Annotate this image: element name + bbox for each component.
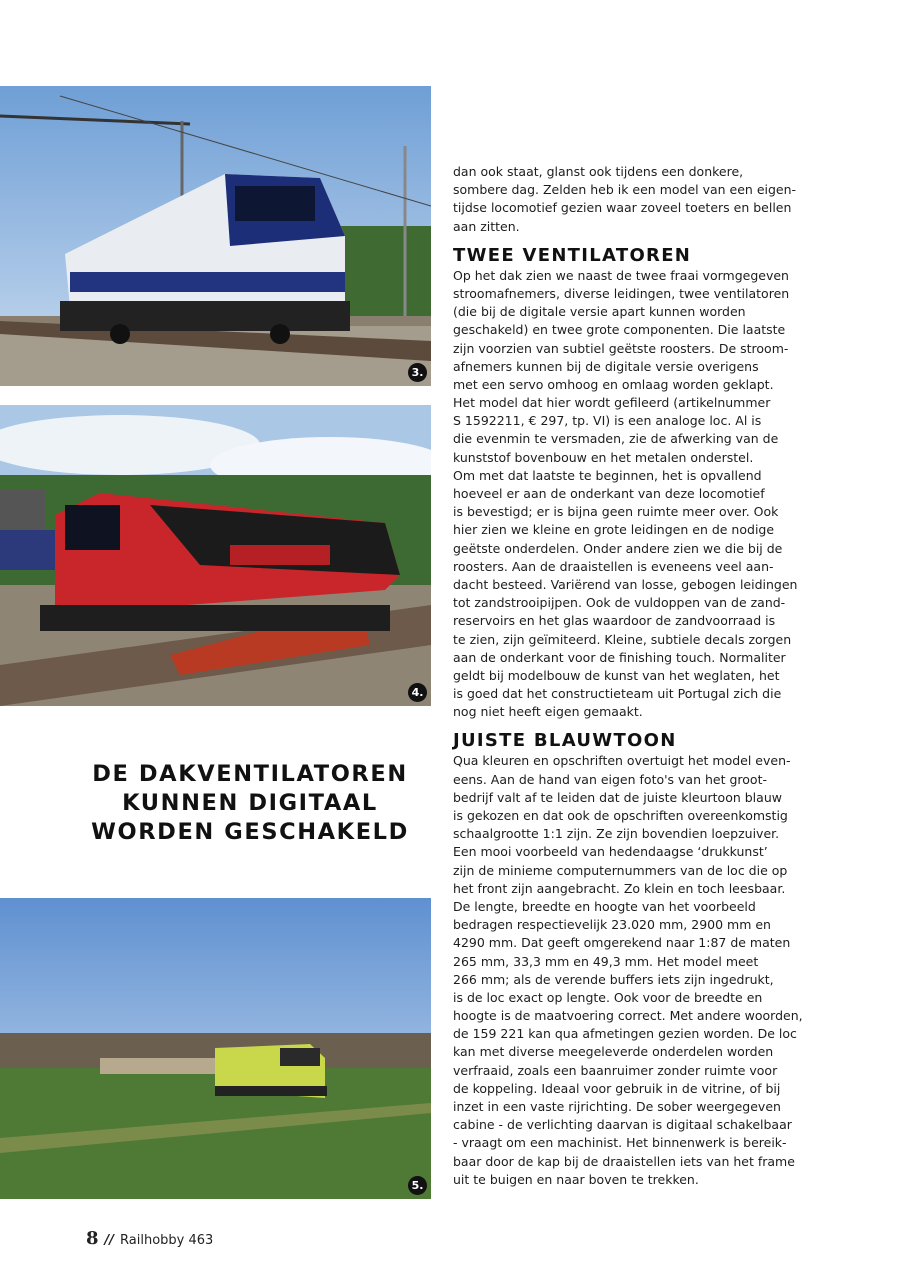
text-line: is gekozen en dat ook de opschriften overeenkomstig (453, 808, 788, 823)
photo-number-badge: 4. (408, 683, 427, 702)
text-line: cabine - de verlichting daarvan is digitaal schakelbaar (453, 1117, 792, 1133)
section-body (453, 267, 805, 722)
text-line: geschakeld) en twee grote componenten. Die laatste (453, 322, 786, 338)
text-line: inzet in een vaste rijrichting. De sober weergegeven (453, 1099, 781, 1114)
text-line: reservoirs en het glas waardoor de zandvoorraad is (453, 613, 776, 629)
text-line: Een mooi voorbeeld van hedendaagse ‘drukkunst’ (453, 844, 768, 860)
text-line: de 159 221 kan qua afmetingen gezien worden. De loc (453, 1026, 797, 1042)
section-heading: TWEE VENTILATOREN (453, 244, 692, 266)
red-locomotive-image (0, 405, 431, 706)
section-heading: JUISTE BLAUWTOON (453, 730, 677, 752)
article-column (453, 163, 805, 1189)
page-footer (86, 1228, 213, 1249)
pull-quote (70, 760, 430, 847)
text-line: is de loc exact op lengte. Ook voor de breedte en (453, 989, 763, 1005)
text-line: schaalgrootte 1:1 zijn. Ze zijn bovendien loepzuiver. (453, 826, 780, 842)
freight-train-image (0, 898, 431, 1199)
text-line: 4290 mm. Dat geeft omgerekend naar 1:87 de maten (453, 935, 791, 951)
text-line: Om met dat laatste te beginnen, het is opvallend (453, 467, 762, 483)
text-line: dacht besteed. Variërend van losse, gebogen leidingen (453, 576, 798, 592)
vtg-locomotive-image (0, 86, 431, 386)
text-line: hier zien we kleine en grote leidingen en de nodige (453, 522, 775, 538)
text-line: Het model dat hier wordt gefileerd (artikelnummer (453, 395, 771, 411)
text-line: zijn de minieme computernummers van de loc die op (453, 862, 788, 878)
text-line: is bevestigd; er is bijna geen ruimte meer over. Ook (453, 504, 779, 520)
photo-vtg-locomotive (0, 86, 431, 386)
text-line: Qua kleuren en opschriften overtuigt het model even- (453, 753, 791, 769)
text-line: afnemers kunnen bij de digitale versie overigens (453, 358, 759, 374)
text-line: bedrijf valt af te leiden dat de juiste kleurtoon blauw (453, 789, 782, 805)
footer-separator: // (104, 1233, 115, 1248)
text-line: kan met diverse meegeleverde onderdelen worden (453, 1044, 774, 1060)
text-line: geldt bij modelbouw de kunst van het weglaten, het (453, 667, 780, 683)
text-line: geëtste onderdelen. Onder andere zien we die bij de (453, 540, 783, 556)
page-number: 8 (86, 1228, 99, 1249)
text-line: 266 mm; als de verende buffers iets zijn ingedrukt, (453, 971, 774, 987)
text-line: roosters. Aan de draaistellen is eveneens veel aan- (453, 558, 774, 574)
text-line: - vraagt om een machinist. Het binnenwerk is bereik- (453, 1135, 787, 1151)
text-line: Op het dak zien we naast de twee fraai vormgegeven (453, 267, 789, 283)
text-line: met een servo omhoog en omlaag worden geklapt. (453, 376, 774, 392)
magazine-issue: Railhobby 463 (120, 1233, 214, 1248)
section-body (453, 752, 805, 1189)
text-line: uit te buigen en naar boven te trekken. (453, 1171, 699, 1187)
text-line: tijdse locomotief gezien waar zoveel toeters en bellen (453, 200, 792, 216)
text-line: kunststof bovenbouw en het metalen onderstel. (453, 449, 754, 465)
text-line: te zien, zijn geïmiteerd. Kleine, subtiele decals zorgen (453, 631, 792, 647)
text-line: eens. Aan de hand van eigen foto's van het groot- (453, 771, 767, 787)
text-line: sombere dag. Zelden heb ik een model van een eigen- (453, 182, 797, 198)
text-line: zijn voorzien van subtiel geëtste roosters. De stroom- (453, 340, 789, 356)
text-line: stroomafnemers, diverse leidingen, twee ventilatoren (453, 285, 790, 301)
text-line: bedragen respectievelijk 23.020 mm, 2900 mm en (453, 917, 771, 933)
text-line: dan ook staat, glanst ook tijdens een donkere, (453, 164, 744, 179)
photo-number-badge: 3. (408, 363, 427, 382)
text-line: De lengte, breedte en hoogte van het voorbeeld (453, 898, 756, 914)
text-line: de koppeling. Ideaal voor gebruik in de vitrine, of bij (453, 1080, 781, 1096)
text-line: het front zijn aangebracht. Zo klein en toch leesbaar. (453, 880, 786, 896)
text-line: is goed dat het constructieteam uit Portugal zich die (453, 686, 782, 702)
intro-paragraph (453, 163, 805, 236)
pull-quote-line: DE DAKVENTILATOREN (92, 761, 408, 787)
photo-number-badge: 5. (408, 1176, 427, 1195)
text-line: verfraaid, zoals een baanruimer zonder ruimte voor (453, 1062, 778, 1078)
text-line: hoogte is de maatvoering correct. Met andere woorden, (453, 1008, 803, 1024)
pull-quote-line: KUNNEN DIGITAAL (122, 790, 378, 816)
text-line: aan zitten. (453, 218, 520, 234)
photo-freight-train-field (0, 898, 431, 1199)
text-line: nog niet heeft eigen gemaakt. (453, 704, 643, 720)
text-line: hoeveel er aan de onderkant van deze locomotief (453, 486, 765, 501)
pull-quote-line: WORDEN GESCHAKELD (91, 819, 409, 845)
text-line: S 1592211, € 297, tp. VI) is een analoge loc. Al is (453, 413, 762, 429)
text-line: aan de onderkant voor de finishing touch. Normaliter (453, 649, 786, 665)
photo-red-locomotive-turntable (0, 405, 431, 706)
text-line: (die bij de digitale versie apart kunnen worden (453, 304, 746, 320)
text-line: die evenmin te versmaden, zie de afwerking van de (453, 431, 779, 447)
text-line: baar door de kap bij de draaistellen iets van het frame (453, 1153, 795, 1169)
text-line: tot zandstrooipijpen. Ook de vuldoppen van de zand- (453, 595, 786, 611)
text-line: 265 mm, 33,3 mm en 49,3 mm. Het model meet (453, 953, 759, 969)
